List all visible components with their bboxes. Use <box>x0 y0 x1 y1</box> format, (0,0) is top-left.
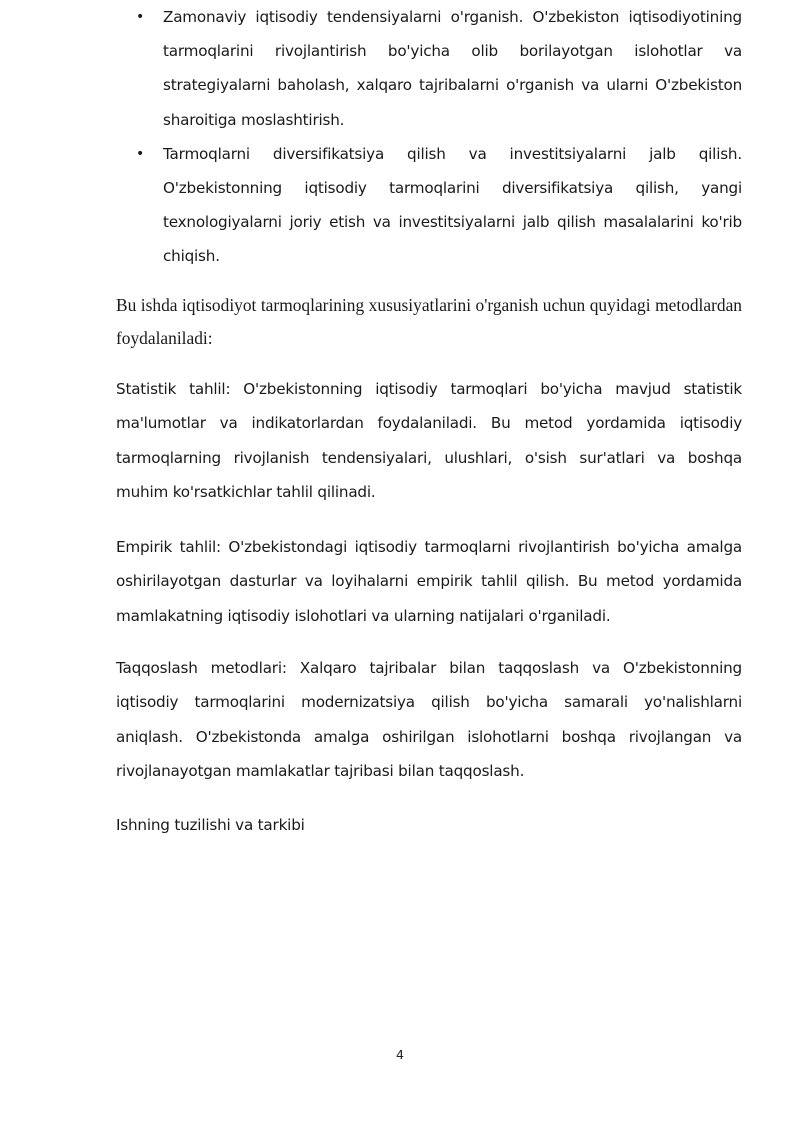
methods-intro-paragraph: Bu ishda iqtisodiyot tarmoqlarining xususiyatlarini o'rganish uchun quyidagi metodlardan foydalaniladi: <box>116 295 742 348</box>
structure-heading: Ishning tuzilishi va tarkibi <box>116 816 305 834</box>
bullet-item <box>116 137 742 274</box>
bullet-text: Zamonaviy iqtisodiy tendensiyalarni o'rganish. O'zbekiston iqtisodiyotining tarmoqlarini rivojlantirish bo'yicha olib borilayotgan islohotlar va strategiyalarni baholash, xalqaro tajribalarni o'rganish va ularni O'zbekiston sharoitiga moslashtirish. <box>163 8 742 129</box>
comparative-methods-paragraph: Taqqoslash metodlari: Xalqaro tajribalar bilan taqqoslash va O'zbekistonning iqtisodiy tarmoqlarini modernizatsiya qilish bo'yicha samarali yo'nalishlarni aniqlash. O'zbekistonda amalga oshirilgan islohotlarni boshqa rivojlangan va rivojlanayotgan mamlakatlar tajribasi bilan taqqoslash. <box>116 659 742 780</box>
bullet-text: Tarmoqlarni diversifikatsiya qilish va investitsiyalarni jalb qilish. O'zbekistonning iqtisodiy tarmoqlarini diversifikatsiya qilish, yangi texnologiyalarni joriy etish va investitsiyalarni jalb qilish masalalarini ko'rib chiqish. <box>163 144 742 266</box>
objectives-bullet-list <box>116 0 742 274</box>
empirical-analysis-paragraph: Empirik tahlil: O'zbekistondagi iqtisodiy tarmoqlarni rivojlantirish bo'yicha amalga oshirilayotgan dasturlar va loyihalarni empirik tahlil qilish. Bu metod yordamida mamlakatning iqtisodiy islohotlari va ularning natijalari o'rganiladi. <box>116 538 742 625</box>
statistical-analysis-paragraph: Statistik tahlil: O'zbekistonning iqtisodiy tarmoqlari bo'yicha mavjud statistik ma'lumotlar va indikatorlardan foydalaniladi. Bu metod yordamida iqtisodiy tarmoqlarning rivojlanish tendensiyalari, ulushlari, o'sish sur'atlari va boshqa muhim ko'rsatkichlar tahlil qilinadi. <box>116 380 742 501</box>
page-number: 4 <box>396 1047 404 1062</box>
bullet-item <box>116 0 742 137</box>
bullet-dot-icon: • <box>136 9 145 25</box>
bullet-dot-icon: • <box>136 145 145 162</box>
